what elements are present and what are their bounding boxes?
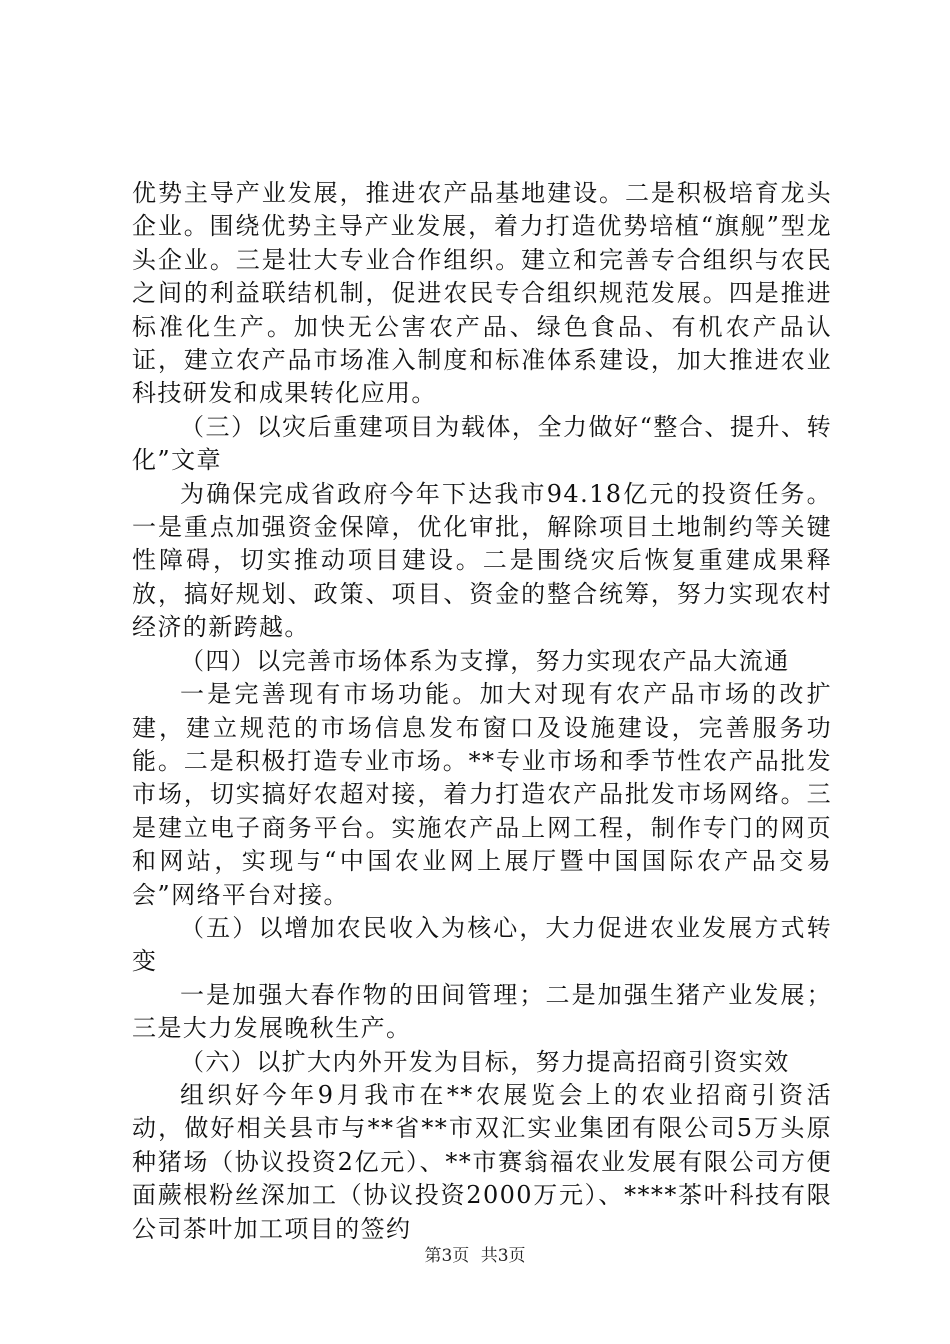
page-number: 第3页 xyxy=(424,1246,470,1266)
document-body xyxy=(132,177,832,1246)
page-footer xyxy=(0,1241,950,1266)
page-total: 共3页 xyxy=(480,1246,526,1266)
section-heading: （四）以完善市场体系为支撑，努力实现农产品大流通 xyxy=(180,646,790,675)
body-paragraph: 一是完善现有市场功能。加大对现有农产品市场的改扩建，建立规范的市场信息发布窗口及设施建设，完善服务功能。二是积极打造专业市场。**专业市场和季节性农产品批发市场，切实搞好农超对接，着力打造农产品批发市场网络。三是建立电子商务平台。实施农产品上网工程，制作专门的网页和网站，实现与“中国农业网上展厅暨中国国际农产品交易会”网络平台对接。 xyxy=(132,680,832,909)
body-paragraph: 组织好今年9月我市在**农展览会上的农业招商引资活动，做好相关县市与**省**市双汇实业集团有限公司5万头原种猪场（协议投资2亿元）、**市赛翁福农业发展有限公司方便面蕨根粉丝深加工（协议投资2000万元）、****茶叶科技有限公司茶叶加工项目的签约 xyxy=(132,1080,832,1243)
section-heading: （五）以增加农民收入为核心，大力促进农业发展方式转变 xyxy=(132,913,832,976)
section-heading: （六）以扩大内外开发为目标，努力提高招商引资实效 xyxy=(180,1047,790,1076)
body-paragraph: 为确保完成省政府今年下达我市94.18亿元的投资任务。一是重点加强资金保障，优化审批，解除项目土地制约等关键性障碍，切实推动项目建设。二是围绕灾后恢复重建成果释放，搞好规划、政策、项目、资金的整合统筹，努力实现农村经济的新跨越。 xyxy=(132,479,832,642)
body-paragraph: 一是加强大春作物的田间管理；二是加强生猪产业发展；三是大力发展晚秋生产。 xyxy=(132,980,832,1043)
section-heading: （三）以灾后重建项目为载体，全力做好“整合、提升、转化”文章 xyxy=(132,412,832,475)
body-paragraph: 优势主导产业发展，推进农产品基地建设。二是积极培育龙头企业。围绕优势主导产业发展，着力打造优势培植“旗舰”型龙头企业。三是壮大专业合作组织。建立和完善专合组织与农民之间的利益联结机制，促进农民专合组织规范发展。四是推进标准化生产。加快无公害农产品、绿色食品、有机农产品认证，建立农产品市场准入制度和标准体系建设，加大推进农业科技研发和成果转化应用。 xyxy=(132,179,832,408)
